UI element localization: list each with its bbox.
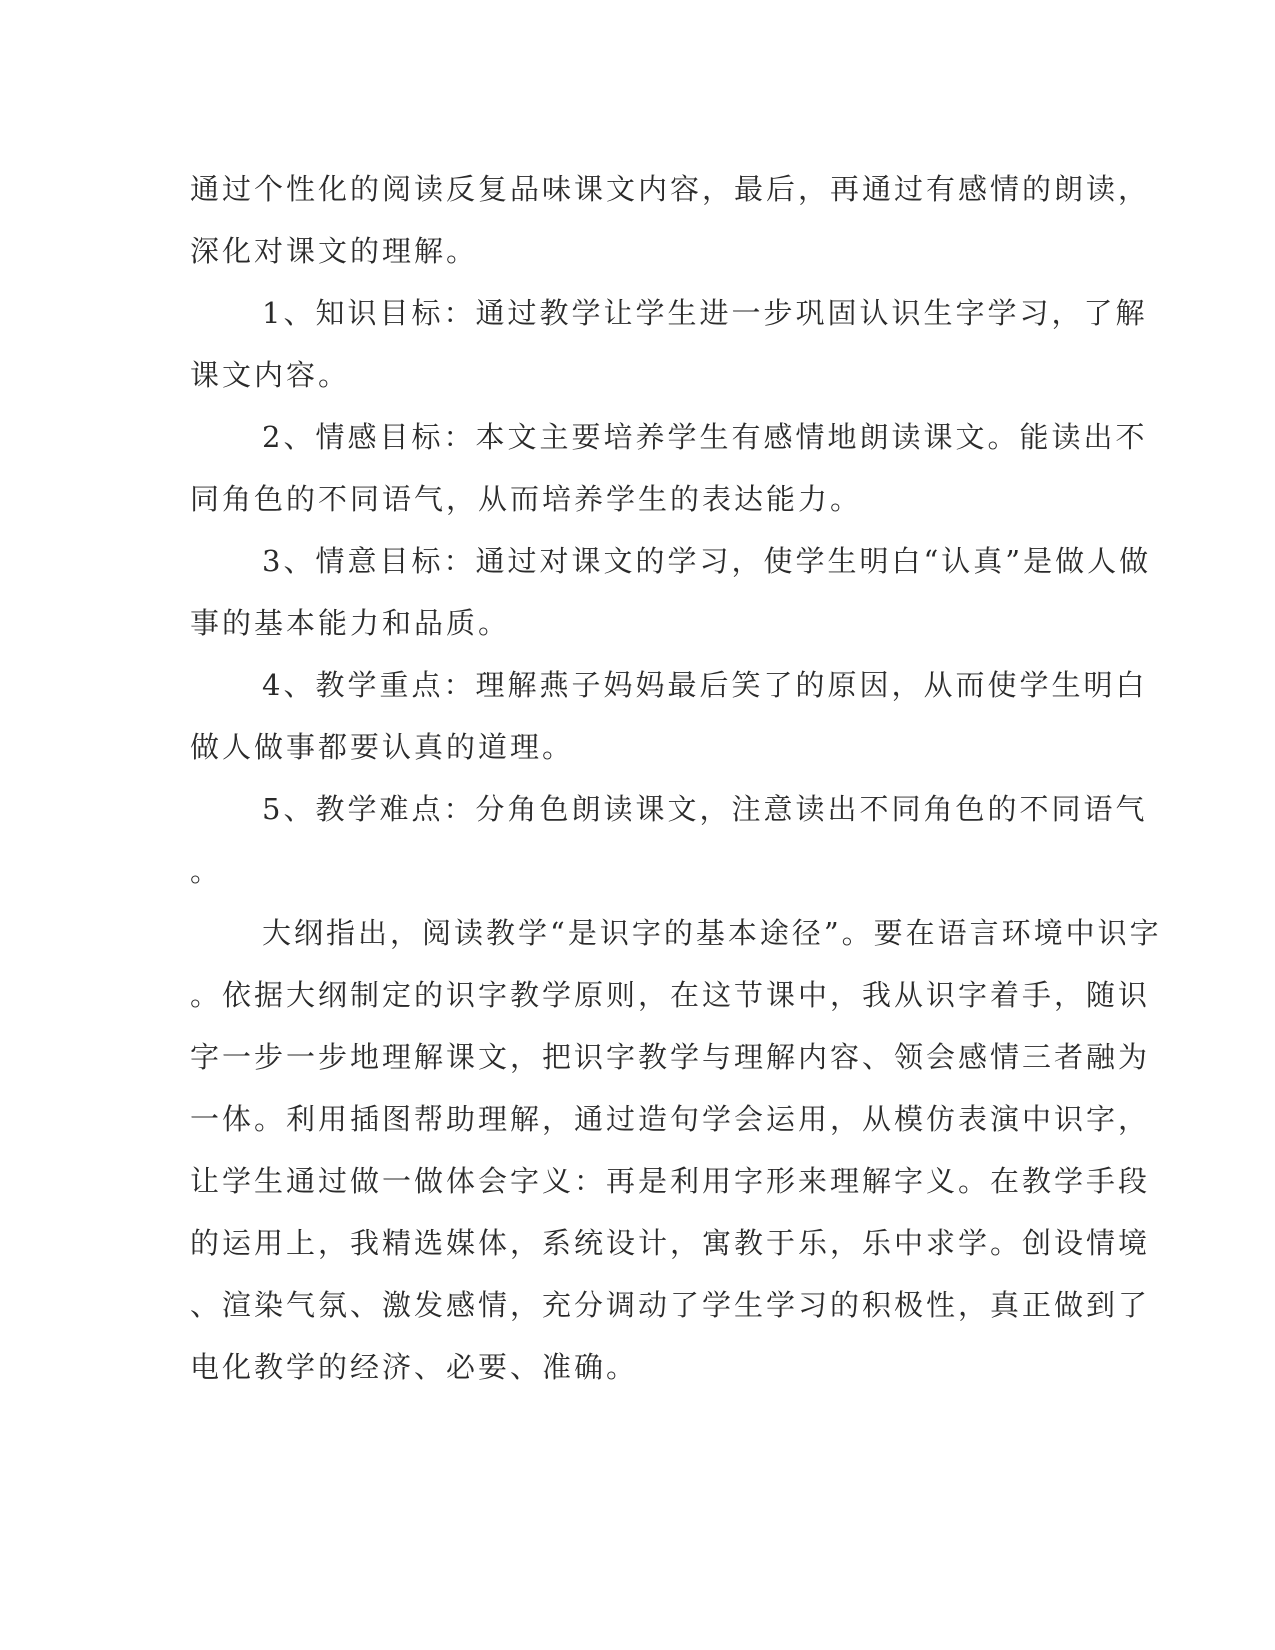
teaching-difficulty-line: 5、教学难点：分角色朗读课文，注意读出不同角色的不同语气 <box>262 792 1148 826</box>
text-line: 通过个性化的阅读反复品味课文内容，最后，再通过有感情的朗读， <box>190 172 1151 206</box>
text-line: 。 <box>190 854 223 888</box>
text-line: 电化教学的经济、必要、准确。 <box>190 1350 639 1384</box>
text-line: 一体。利用插图帮助理解，通过造句学会运用，从模仿表演中识字， <box>190 1102 1151 1136</box>
objective-knowledge-line: 1、知识目标：通过教学让学生进一步巩固认识生字学习，了解 <box>262 296 1148 330</box>
text-line: 、渲染气氛、激发感情，充分调动了学生学习的积极性，真正做到了 <box>190 1288 1151 1322</box>
text-line: 深化对课文的理解。 <box>190 234 479 268</box>
text-line: 字一步一步地理解课文，把识字教学与理解内容、领会感情三者融为 <box>190 1040 1151 1074</box>
text-line: 让学生通过做一做体会字义：再是利用字形来理解字义。在教学手段 <box>190 1164 1151 1198</box>
syllabus-paragraph-line: 大纲指出，阅读教学“是识字的基本途径”。要在语言环境中识字 <box>262 916 1162 950</box>
body-text <box>190 158 1162 1398</box>
text-line: 课文内容。 <box>190 358 351 392</box>
teaching-focus-line: 4、教学重点：理解燕子妈妈最后笑了的原因，从而使学生明白 <box>262 668 1148 702</box>
text-line: 同角色的不同语气，从而培养学生的表达能力。 <box>190 482 863 516</box>
text-line: 。依据大纲制定的识字教学原则，在这节课中，我从识字着手，随识 <box>190 978 1151 1012</box>
objective-emotion-line: 2、情感目标：本文主要培养学生有感情地朗读课文。能读出不 <box>262 420 1148 454</box>
objective-attitude-line: 3、情意目标：通过对课文的学习，使学生明白“认真”是做人做 <box>262 544 1152 578</box>
text-line: 的运用上，我精选媒体，系统设计，寓教于乐，乐中求学。创设情境 <box>190 1226 1151 1260</box>
text-line: 事的基本能力和品质。 <box>190 606 511 640</box>
text-line: 做人做事都要认真的道理。 <box>190 730 575 764</box>
